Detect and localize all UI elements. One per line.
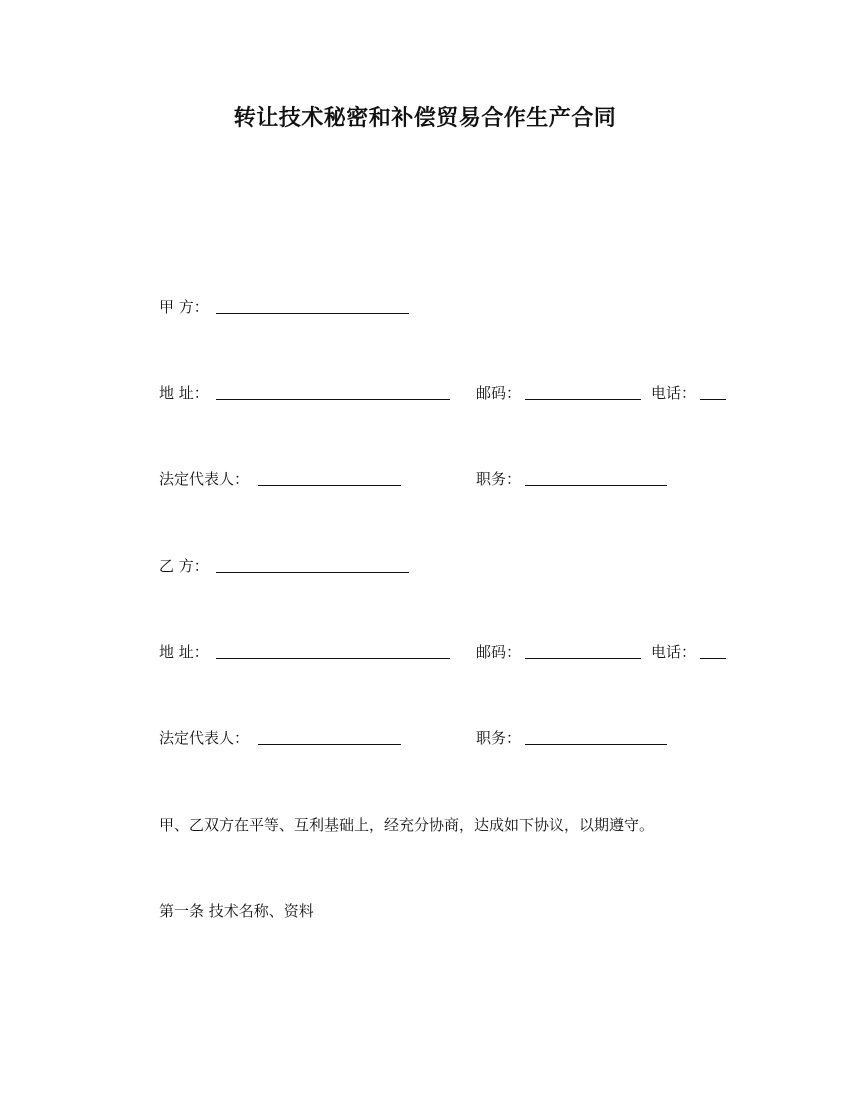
- article-1-heading: 第一条 技术名称、资料: [159, 902, 314, 920]
- party-b-phone-label: 电话：: [651, 643, 697, 661]
- party-b-name-label: 乙 方：: [159, 557, 209, 575]
- party-a-representative-blank: [258, 471, 401, 486]
- contract-preamble: 甲、乙双方在平等、互利基础上，经充分协商，达成如下协议，以期遵守。: [159, 816, 655, 834]
- party-a-name-label: 甲 方：: [159, 298, 209, 316]
- party-a-address-label: 地 址：: [159, 384, 209, 402]
- party-a-representative-label: 法定代表人：: [159, 470, 250, 488]
- party-a-position-label: 职务：: [476, 470, 522, 488]
- party-a-address-blank: [216, 385, 450, 400]
- document-title: 转让技术秘密和补偿贸易合作生产合同: [233, 106, 617, 131]
- party-b-phone-blank: [700, 644, 726, 659]
- party-b-address-label: 地 址：: [159, 643, 209, 661]
- party-a-phone-label: 电话：: [651, 384, 697, 402]
- party-b-representative-blank: [258, 730, 401, 745]
- party-a-postcode-blank: [525, 385, 641, 400]
- party-a-representative-row: [159, 469, 679, 489]
- party-b-name-blank: [216, 558, 409, 573]
- party-a-name-row: [159, 297, 419, 317]
- party-a-address-row: [159, 383, 739, 403]
- party-a-postcode-label: 邮码：: [476, 384, 522, 402]
- party-b-position-blank: [525, 730, 667, 745]
- party-a-name-blank: [216, 299, 409, 314]
- party-b-address-row: [159, 642, 739, 662]
- party-a-phone-blank: [700, 385, 726, 400]
- party-b-representative-label: 法定代表人：: [159, 729, 250, 747]
- party-b-name-row: [159, 556, 419, 576]
- party-b-postcode-label: 邮码：: [476, 643, 522, 661]
- party-b-representative-row: [159, 728, 679, 748]
- party-b-position-label: 职务：: [476, 729, 522, 747]
- party-a-position-blank: [525, 471, 667, 486]
- party-b-address-blank: [216, 644, 450, 659]
- party-b-postcode-blank: [525, 644, 641, 659]
